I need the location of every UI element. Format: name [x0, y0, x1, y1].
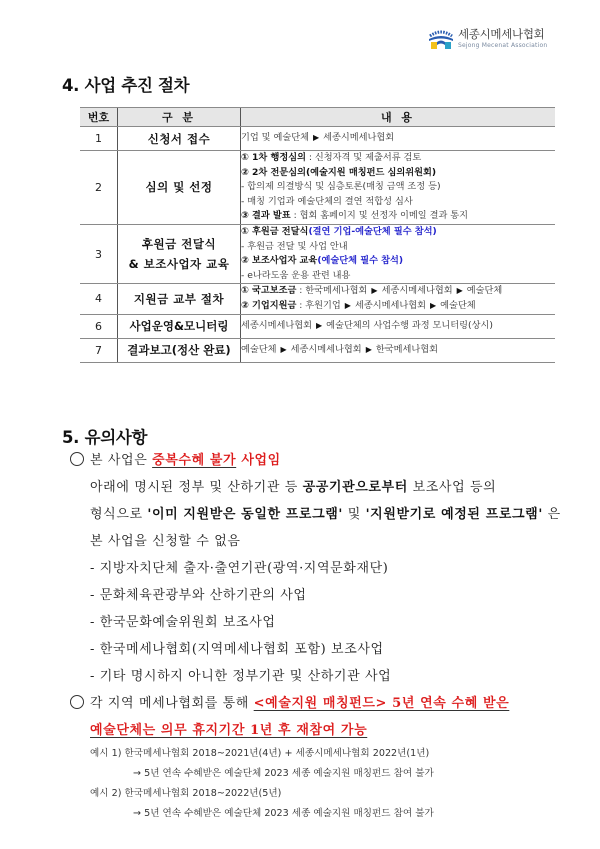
header-content: 내 용 — [241, 108, 556, 127]
row-number: 1 — [80, 127, 118, 151]
list-item: - 기타 명시하지 아니한 정부기관 및 산하기관 사업 — [90, 669, 392, 684]
header-number: 번호 — [80, 108, 118, 127]
row-category: 심의 및 선정 — [118, 151, 241, 225]
arrow-right-icon: ▶ — [365, 344, 372, 354]
table-row — [80, 314, 555, 338]
logo-name: 세종시메세나협회 — [458, 27, 545, 42]
procedure-table — [80, 107, 555, 363]
row-category: 사업운영&모니터링 — [118, 314, 241, 338]
arrow-right-icon: ▶ — [312, 133, 320, 143]
row-content: ① 국고보조금 : 한국메세나협회 ▶ 세종시메세나협회 ▶ 예술단체 ② 기업지원금 : 후원기업 ▶ 세종시메세나협회 ▶ 예술단체 — [241, 284, 556, 314]
note-1-body-line: 아래에 명시된 정부 및 산하기관 등 공공기관으로부터 보조사업 등의 — [90, 480, 497, 495]
list-item: - 지방자치단체 출자·출연기관(광역·지역문화재단) — [90, 561, 389, 576]
logo-subtitle: Sejong Mecenat Association — [458, 41, 548, 49]
arrow-right-icon: ▶ — [280, 344, 287, 354]
row-number: 4 — [80, 284, 118, 314]
note-2-heading-cont: 예술단체는 의무 휴지기간 1년 후 재참여 가능 — [90, 723, 368, 738]
header-category: 구 분 — [118, 108, 241, 127]
list-item: - 한국메세나협회(지역메세나협회 포함) 보조사업 — [90, 642, 384, 657]
row-content: 예술단체 ▶ 세종시메세나협회 ▶ 한국메세나협회 — [241, 338, 556, 362]
notes-section — [70, 447, 560, 824]
table-row — [80, 151, 555, 225]
example-1-result: → 5년 연속 수혜받은 예술단체 2023 세종 예술지원 매칭펀드 참여 불가 — [133, 768, 434, 779]
row-number: 6 — [80, 314, 118, 338]
note-1-body-line: 본 사업을 신청할 수 없음 — [90, 534, 241, 549]
row-content: 세종시메세나협회 ▶ 예술단체의 사업수행 과정 모니터링(상시) — [241, 314, 556, 338]
row-category: 후원금 전달식 & 보조사업자 교육 — [118, 224, 241, 283]
table-row — [80, 338, 555, 362]
table-row — [80, 224, 555, 283]
table-header-row — [80, 108, 555, 127]
row-category: 지원금 교부 절차 — [118, 284, 241, 314]
no-duplicate-emphasis: 중복수혜 불가 — [152, 453, 237, 468]
row-content: 기업 및 예술단체 ▶ 세종시메세나협회 — [241, 127, 556, 151]
note-1-heading: 본 사업은 중복수혜 불가 사업임 — [70, 447, 560, 474]
section-4-title: 4. 사업 추진 절차 — [62, 76, 190, 95]
row-content: ① 후원금 전달식(결연 기업-예술단체 필수 참석) - 후원금 전달 및 사업 안내 ② 보조사업자 교육(예술단체 필수 참석) - e나라도움 운용 관련 내용 — [241, 224, 556, 283]
row-number: 2 — [80, 151, 118, 225]
note-1-body-line: 형식으로 '이미 지원받은 동일한 프로그램' 및 '지원받기로 예정된 프로그램' 은 — [90, 507, 561, 522]
list-item: - 문화체육관광부와 산하기관의 사업 — [90, 588, 307, 603]
note-2-heading: 각 지역 메세나협회를 통해 <예술지원 매칭펀드> 5년 연속 수혜 받은 — [70, 690, 560, 717]
arrow-right-icon: ▶ — [316, 320, 323, 330]
arrow-right-icon: ▶ — [371, 286, 378, 296]
row-number: 7 — [80, 338, 118, 362]
row-category: 신청서 접수 — [118, 127, 241, 151]
row-category: 결과보고(정산 완료) — [118, 338, 241, 362]
circle-bullet-icon — [70, 695, 84, 709]
arrow-right-icon: ▶ — [344, 300, 351, 310]
section-5-title: 5. 유의사항 — [62, 428, 148, 447]
example-1: 예시 1) 한국메세나협회 2018~2021년(4년) + 세종시메세나협회 2022년(1년) — [90, 748, 430, 759]
example-2-result: → 5년 연속 수혜받은 예술단체 2023 세종 예술지원 매칭펀드 참여 불가 — [133, 808, 434, 819]
list-item: - 한국문화예술위원회 보조사업 — [90, 615, 276, 630]
logo-mark-icon — [428, 27, 454, 51]
arrow-right-icon: ▶ — [456, 286, 463, 296]
association-logo — [428, 24, 547, 54]
arrow-right-icon: ▶ — [429, 300, 437, 310]
example-2: 예시 2) 한국메세나협회 2018~2022년(5년) — [90, 788, 282, 799]
circle-bullet-icon — [70, 452, 84, 466]
row-content: ① 1차 행정심의 : 신청자격 및 제출서류 검토 ② 2차 전문심의(예술지원 매칭펀드 심의위원회) - 합의제 의결방식 및 심층토론(매칭 금액 조정 등) - 매칭 기업과 예술단체의 결연 적합성 심사 ③ 결과 발표 : 협회 홈페이지 및 선정자 이메일 결과 통지 — [241, 151, 556, 225]
table-row — [80, 127, 555, 151]
row-number: 3 — [80, 224, 118, 283]
table-row — [80, 284, 555, 314]
